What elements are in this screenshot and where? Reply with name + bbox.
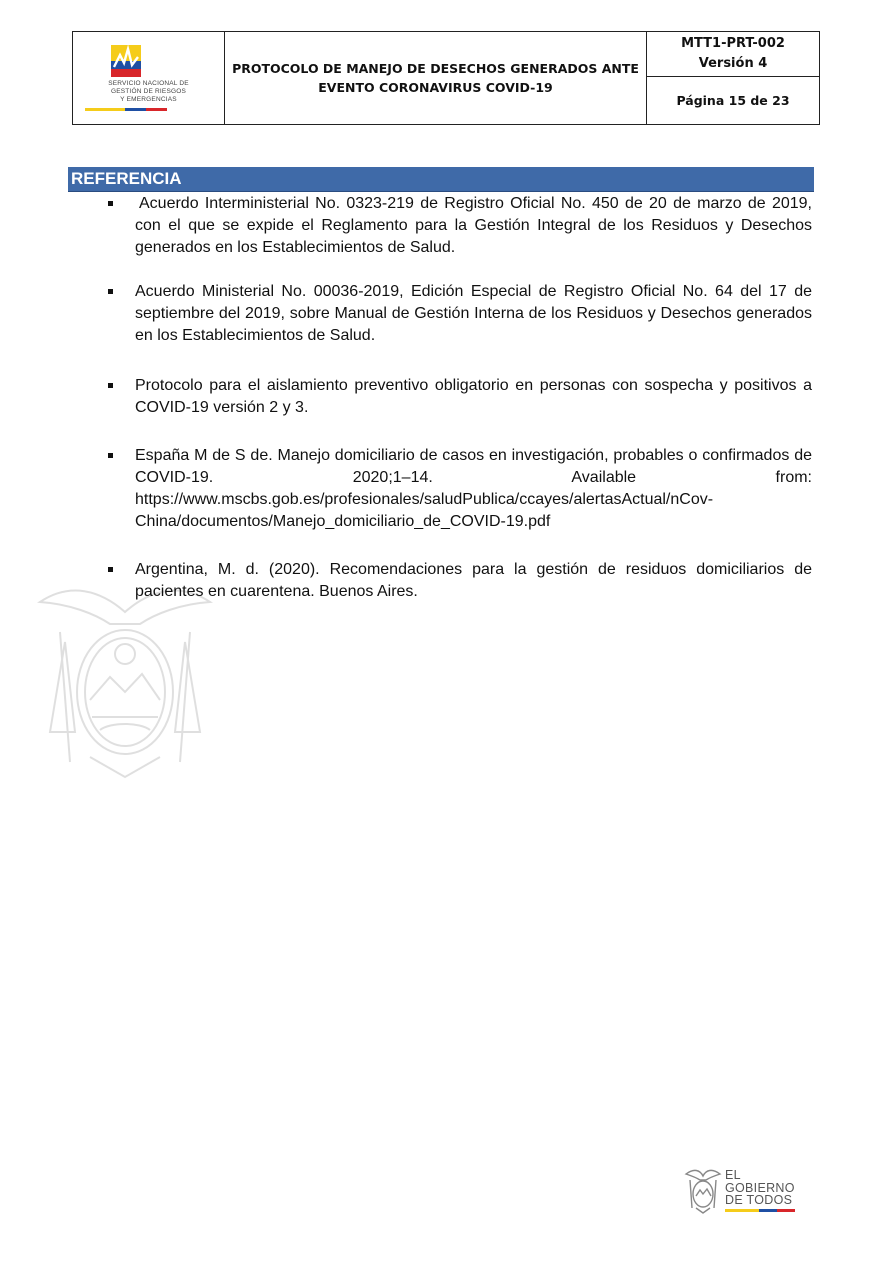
document-code: MTT1-PRT-002 [681, 36, 785, 51]
flag-stripe [725, 1209, 795, 1212]
section-heading: REFERENCIA [68, 167, 814, 192]
coat-of-arms-watermark-icon [30, 582, 220, 792]
bullet-icon [108, 567, 113, 572]
reference-text: Argentina, M. d. (2020). Recomendaciones para la gestión de residuos domiciliarios de pacientes en cuarentena. Buenos Aires. [135, 561, 812, 600]
bullet-icon [108, 453, 113, 458]
government-logo [684, 1168, 799, 1216]
bullet-icon [108, 201, 113, 206]
government-name: EL GOBIERNO DE TODOS [725, 1168, 795, 1207]
reference-url[interactable]: https://www.mscbs.gob.es/profesionales/saludPublica/ccayes/alertasActual/nCov-China/documentos/Manejo_domiciliario_de_COVID-19.pdf [135, 491, 714, 530]
document-code-cell [647, 32, 819, 77]
list-item [108, 445, 812, 533]
bullet-icon [108, 289, 113, 294]
document-version: Versión 4 [698, 56, 768, 71]
list-item [108, 193, 812, 259]
reference-list [108, 193, 812, 603]
page-number: Página 15 de 23 [676, 93, 790, 108]
bullet-icon [108, 383, 113, 388]
agency-name: SERVICIO NACIONAL DE GESTIÓN DE RIESGOS Y EMERGENCIAS [108, 80, 189, 103]
document-title: PROTOCOLO DE MANEJO DE DESECHOS GENERADOS ANTE EVENTO CORONAVIRUS COVID-19 [225, 32, 647, 124]
coat-of-arms-icon [684, 1168, 722, 1214]
list-item [108, 559, 812, 603]
reference-text: Acuerdo Ministerial No. 00036-2019, Edición Especial de Registro Oficial No. 64 del 17 de septiembre del 2019, sobre Manual de Gestión Interna de los Residuos y Desechos generados en los Establecimientos de Salud. [135, 283, 812, 344]
reference-text: Protocolo para el aislamiento preventivo obligatorio en personas con sospecha y positivos a COVID-19 versión 2 y 3. [135, 377, 812, 416]
list-item [108, 375, 812, 419]
document-header [72, 31, 820, 125]
flag-stripe [85, 108, 167, 111]
reference-text: Acuerdo Interministerial No. 0323-219 de Registro Oficial No. 450 de 20 de marzo de 2019, con el que se expide el Reglamento para la Gestión Integral de los Residuos y Desechos generados en los Establecimientos de Salud. [135, 195, 812, 256]
reference-text: España M de S de. Manejo domiciliario de casos en investigación, probables o confirmados de COVID-19. 2020;1–14. Available from: [135, 447, 812, 486]
list-item [108, 281, 812, 347]
agency-emblem-icon [111, 45, 141, 77]
agency-logo [73, 32, 225, 124]
